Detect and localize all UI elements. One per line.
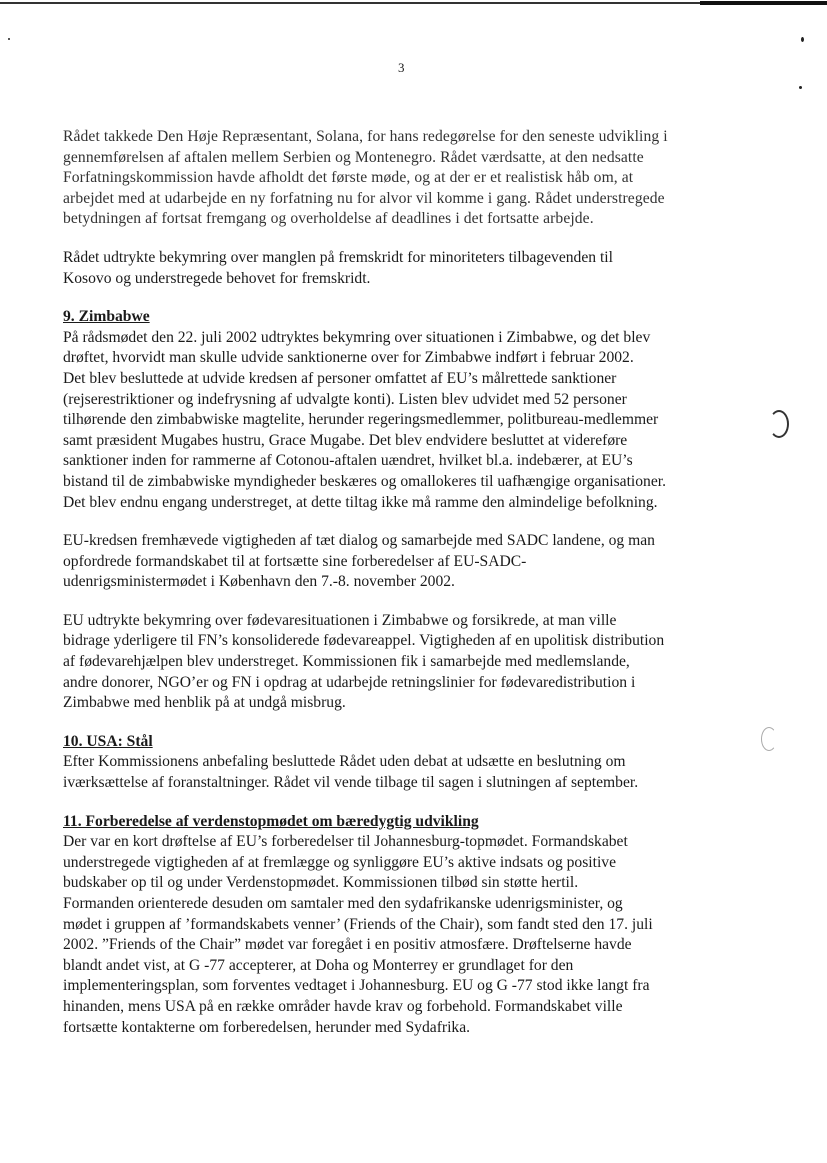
- text-line: arbejdet med at udarbejde en ny forfatning nu for alvor vil komme i gang. Rådet understregede: [63, 189, 665, 207]
- text-line: bistand til de zimbabwiske myndigheder beskæres og omallokeres til uafhængige organisationer.: [63, 472, 666, 490]
- text-line: bidrage yderligere til FN’s konsoliderede fødevareappel. Vigtigheden af en upolitisk distribution: [63, 632, 665, 650]
- text-line: tilhørende den zimbabwiske magtelite, herunder regeringsmedlemmer, politbureau-medlemmer: [63, 411, 659, 429]
- text-line: På rådsmødet den 22. juli 2002 udtryktes bekymring over situationen i Zimbabwe, og det blev: [63, 328, 651, 346]
- paragraph: [63, 611, 763, 714]
- text-line: opfordrede formandskabet til at fortsætte sine forberedelser af EU-SADC-: [63, 552, 527, 570]
- paragraph: [63, 531, 763, 593]
- scan-speck: [801, 37, 804, 42]
- section-zimbabwe: [63, 307, 763, 714]
- text-line: Det blev besluttede at udvide kredsen af personer omfattet af EU’s målrettede sanktioner: [63, 369, 617, 387]
- text-line: Kosovo og understregede behovet for fremskridt.: [63, 269, 371, 287]
- paragraph-serbia-montenegro: [63, 127, 763, 230]
- section-heading: 10. USA: Stål: [63, 732, 153, 750]
- text-line: understregede vigtigheden af at fremlægge og synliggøre EU’s aktive indsats og positive: [63, 853, 617, 871]
- text-line: mødet i gruppen af ’formandskabets venner’ (Friends of the Chair), som fandt sted den 17. juli: [63, 915, 653, 933]
- paragraph-kosovo: [63, 248, 763, 289]
- paragraph: [63, 752, 763, 793]
- document-body: [63, 127, 763, 1056]
- text-line: Der var en kort drøftelse af EU’s forberedelser til Johannesburg-topmødet. Formandskabet: [63, 833, 628, 851]
- text-line: (rejserestriktioner og indefrysning af udvalgte konti). Listen blev udvidet med 52 personer: [63, 390, 627, 408]
- page-number: 3: [398, 60, 405, 75]
- text-line: blandt andet vist, at G -77 accepterer, at Doha og Monterrey er grundlaget for den: [63, 956, 574, 974]
- text-line: Forfatningskommission havde afholdt det første møde, og at der er et realistisk håb om, at: [63, 169, 634, 187]
- text-line: budskaber op til og under Verdenstopmødet. Kommissionen tilbød sin støtte hertil.: [63, 874, 579, 892]
- section-usa-steel: [63, 732, 763, 794]
- text-line: samt præsident Mugabes hustru, Grace Mugabe. Det blev endvidere besluttet at videreføre: [63, 431, 628, 449]
- text-line: Zimbabwe med henblik på at undgå misbrug.: [63, 694, 346, 712]
- text-line: EU udtrykte bekymring over fødevaresituationen i Zimbabwe og forsikrede, at man ville: [63, 611, 617, 629]
- text-line: implementeringsplan, som forventes vedtaget i Johannesburg. EU og G -77 stod ikke langt fra: [63, 977, 650, 995]
- scan-speck: [8, 38, 10, 40]
- punch-hole-mark: [769, 410, 789, 438]
- section-sustainable-development-summit: [63, 812, 763, 1039]
- section-heading: 11. Forberedelse af verdenstopmødet om bæredygtig udvikling: [63, 812, 479, 830]
- text-line: af fødevarehjælpen blev understreget. Kommissionen fik i samarbejde med medlemslande,: [63, 653, 630, 671]
- scan-speck: [799, 86, 802, 89]
- text-line: Efter Kommissionens anbefaling besluttede Rådet uden debat at udsætte en beslutning om: [63, 753, 626, 771]
- paragraph: [63, 328, 763, 513]
- text-line: 2002. ”Friends of the Chair” mødet var foregået i en positiv atmosfære. Drøftelserne havde: [63, 936, 632, 954]
- text-line: EU-kredsen fremhævede vigtigheden af tæt dialog og samarbejde med SADC landene, og man: [63, 532, 655, 550]
- paragraph: [63, 832, 763, 1038]
- text-line: betydningen af fortsat fremgang og overholdelse af deadlines i det fortsatte arbejde.: [63, 210, 594, 228]
- text-line: Rådet udtrykte bekymring over manglen på fremskridt for minoriteters tilbagevenden til: [63, 248, 613, 266]
- text-line: iværksættelse af foranstaltninger. Rådet vil vende tilbage til sagen i slutningen af september.: [63, 774, 639, 792]
- text-line: fortsætte kontakterne om forberedelsen, herunder med Sydafrika.: [63, 1018, 471, 1036]
- text-line: udenrigsministermødet i København den 7.-8. november 2002.: [63, 573, 455, 591]
- text-line: Rådet takkede Den Høje Repræsentant, Solana, for hans redegørelse for den seneste udvikling i: [63, 128, 668, 145]
- punch-hole-mark: [761, 727, 777, 751]
- text-line: Det blev endnu engang understreget, at dette tiltag ikke må ramme den almindelige befolkning.: [63, 493, 658, 511]
- top-scan-rule-thick: [700, 1, 827, 5]
- section-heading: 9. Zimbabwe: [63, 308, 150, 326]
- text-line: hinanden, mens USA på en række områder havde krav og forbehold. Formandskabet ville: [63, 997, 623, 1015]
- text-line: Formanden orienterede desuden om samtaler med den sydafrikanske udenrigsminister, og: [63, 895, 623, 912]
- text-line: gennemførelsen af aftalen mellem Serbien og Montenegro. Rådet værdsatte, at den nedsatte: [63, 148, 644, 166]
- text-line: drøftet, hvorvidt man skulle udvide sanktionerne over for Zimbabwe indført i februar 2002.: [63, 349, 634, 367]
- text-line: andre donorer, NGO’er og FN i opdrag at udarbejde retningslinier for fødevaredistribution i: [63, 673, 636, 691]
- text-line: sanktioner inden for rammerne af Cotonou-aftalen uændret, hvilket bl.a. indebærer, at EU’s: [63, 452, 633, 470]
